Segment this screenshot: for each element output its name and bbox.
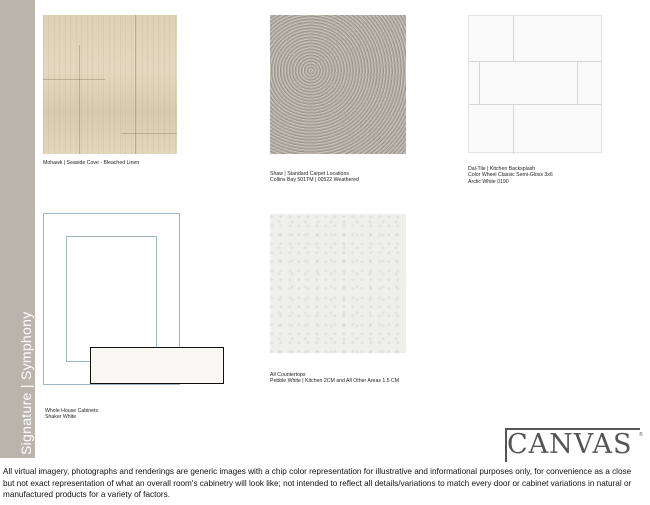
logo-text: CANVAS xyxy=(507,429,633,460)
caption-line: Whole House Cabinets xyxy=(45,408,99,414)
canvas-logo xyxy=(505,428,643,462)
grout-line xyxy=(577,61,578,104)
plank-seam xyxy=(121,133,177,134)
caption-line: All Countertops xyxy=(270,372,306,378)
door-panel xyxy=(66,236,157,362)
sidebar-band xyxy=(0,0,35,458)
grout-line xyxy=(469,104,601,105)
cabinet-color-chip xyxy=(90,347,224,384)
caption-line: Mohawk | Seaside Cove - Bleached Linen xyxy=(43,160,140,166)
plank-seam xyxy=(135,15,136,154)
grout-line xyxy=(469,61,601,62)
plank-seam xyxy=(79,45,80,154)
grout-line xyxy=(479,61,480,104)
plank-seam xyxy=(43,79,105,80)
disclaimer-text: All virtual imagery, photographs and renderings are generic images with a chip color representation for illustrative and informational purposes only, for convenience as a close but not exact representation of what an overall room's cabinetry will look like; not intended to reflect all details/variations to match every door or cabinet variations in natural or manufactured products for a variety of factors. xyxy=(3,467,632,499)
caption-line: Color Wheel Classic Semi-Gloss 3x6 xyxy=(468,172,553,179)
backsplash-caption xyxy=(468,166,553,185)
grout-line xyxy=(513,104,514,154)
caption-line: Collins Bay 501TM | 00522 Weathered xyxy=(270,177,359,184)
cabinets-caption xyxy=(45,408,98,421)
caption-line: Arctic White 0190 xyxy=(468,178,509,185)
backsplash-swatch xyxy=(468,15,602,153)
countertops-caption xyxy=(270,372,399,385)
wood-floor-swatch xyxy=(43,15,177,154)
carpet-swatch xyxy=(270,15,406,154)
caption-line: Pebble White | Kitchen 2CM and All Other Areas 1.5 CM xyxy=(270,378,400,385)
caption-line: Shaker White xyxy=(45,414,77,421)
grout-line xyxy=(513,16,514,61)
countertop-swatch xyxy=(270,214,406,353)
wood-floor-caption xyxy=(43,160,139,166)
collection-title: Signature | Symphony xyxy=(18,311,34,455)
caption-line: Shaw | Standard Carpet Locations xyxy=(270,171,349,177)
caption-line: Dal-Tile | Kitchen Backsplash xyxy=(468,166,536,172)
registered-mark: ® xyxy=(639,432,643,438)
carpet-caption xyxy=(270,171,359,184)
